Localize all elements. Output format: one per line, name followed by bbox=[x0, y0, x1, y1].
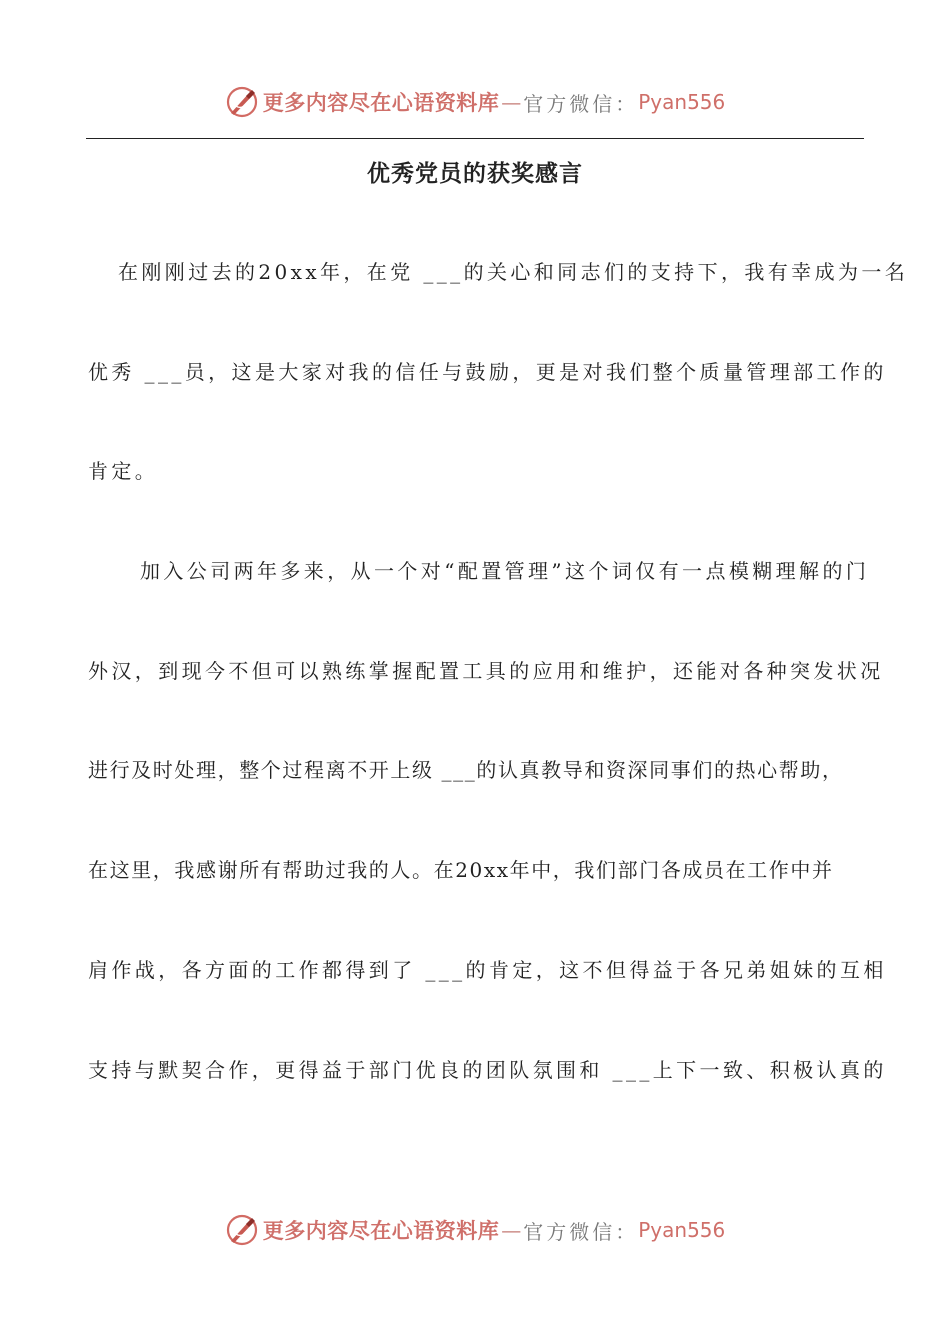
wechat-label: 官方微信： bbox=[523, 91, 639, 116]
footer-banner bbox=[0, 1210, 950, 1250]
document-title: 优秀党员的获奖感言 bbox=[367, 160, 583, 187]
wechat-label: 官方微信： bbox=[523, 1219, 639, 1244]
wechat-id: Pyan556 bbox=[638, 90, 726, 114]
body-line: 加入公司两年多来，从一个对“配置管理”这个词仅有一点模糊理解的门 bbox=[140, 559, 870, 584]
body-line: 在这里，我感谢所有帮助过我的人。在20xx年中，我们部门各成员在工作中并 bbox=[88, 858, 834, 883]
wechat-id: Pyan556 bbox=[638, 1218, 726, 1242]
header-divider bbox=[86, 138, 864, 139]
banner-separator: — bbox=[501, 1218, 522, 1242]
banner-separator: — bbox=[501, 90, 522, 114]
body-line: 肩作战，各方面的工作都得到了 ___的肯定，这不但得益于各兄弟姐妹的互相 bbox=[88, 957, 887, 982]
body-line: 肯定。 bbox=[88, 459, 159, 484]
body-line: 外汉，到现今不但可以熟练掌握配置工具的应用和维护，还能对各种突发状况 bbox=[88, 658, 884, 683]
header-banner bbox=[0, 82, 950, 122]
body-line: 进行及时处理，整个过程离不开上级 ___的认真教导和资深同事们的热心帮助， bbox=[88, 758, 844, 783]
body-line: 优秀 ___员，这是大家对我的信任与鼓励，更是对我们整个质量管理部工作的 bbox=[88, 359, 887, 384]
quill-pen-logo-icon bbox=[225, 1213, 259, 1247]
site-name: 更多内容尽在心语资料库 bbox=[262, 90, 500, 115]
site-name: 更多内容尽在心语资料库 bbox=[262, 1218, 500, 1243]
quill-pen-logo-icon bbox=[225, 85, 259, 119]
body-line: 支持与默契合作，更得益于部门优良的团队氛围和 ___上下一致、积极认真的 bbox=[88, 1057, 887, 1082]
body-line: 在刚刚过去的20xx年，在党 ___的关心和同志们的支持下，我有幸成为一名 bbox=[118, 260, 909, 284]
document-body bbox=[88, 242, 909, 1139]
